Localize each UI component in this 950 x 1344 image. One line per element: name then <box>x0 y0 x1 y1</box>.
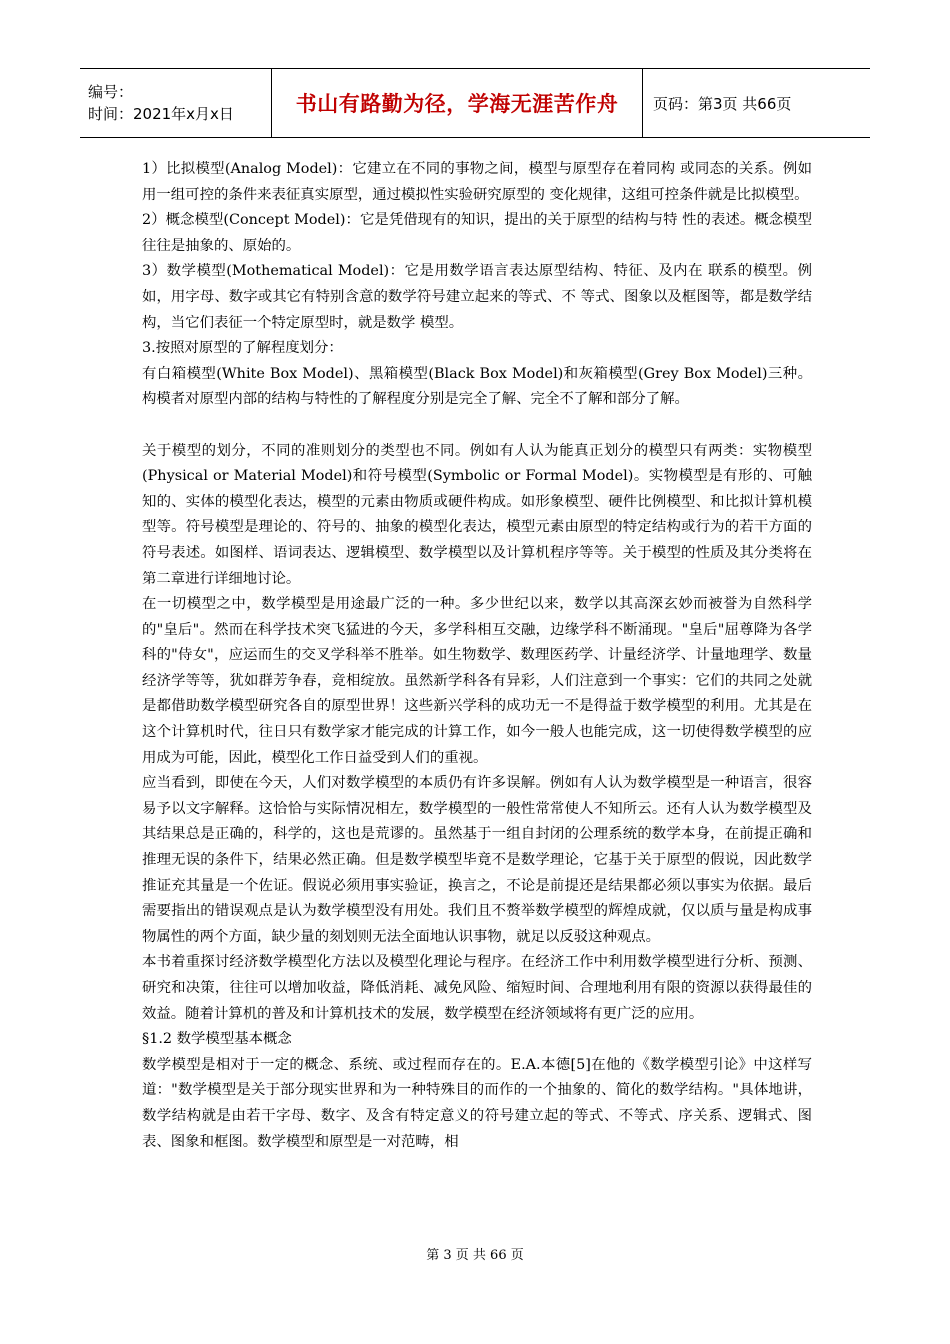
paragraph-concept-model: 2）概念模型(Concept Model)：它是凭借现有的知识，提出的关于原型的结构与特 性的表述。概念模型往往是抽象的、原始的。 <box>142 212 812 254</box>
paragraph-math-model-usage: 在一切模型之中，数学模型是用途最广泛的一种。多少世纪以来，数学以其高深玄妙而被誉为自然科学的"皇后"。然而在科学技术突飞猛进的今天，多学科相互交融，边缘学科不断涌现。"皇后"屈尊降为各学科的"侍女"，应运而生的交叉学科举不胜举。如生物数学、数理医药学、计量经济学、计量地理学、数量经济学等等，犹如群芳争春，竞相绽放。虽然新学科各有异彩，人们注意到一个事实：它们的共同之处就是都借助数学模型研究各自的原型世界！这些新兴学科的成功无一不是得益于数学模型的利用。尤其是在这个计算机时代，往日只有数学家才能完成的计算工作，如今一般人也能完成，这一切使得数学模型的应用成为可能，因此，模型化工作日益受到人们的重视。 <box>142 596 812 766</box>
paragraph-misconceptions: 应当看到，即使在今天，人们对数学模型的本质仍有许多误解。例如有人认为数学模型是一种语言，很容易予以文字解释。这恰恰与实际情况相左，数学模型的一般性常常使人不知所云。还有人认为数学模型及其结果总是正确的，科学的，这也是荒谬的。虽然基于一组自封闭的公理系统的数学本身，在前提正确和推理无误的条件下，结果必然正确。但是数学模型毕竟不是数学理论，它基于关于原型的假说，因此数学推证充其量是一个佐证。假说必须用事实验证，换言之，不论是前提还是结果都必须以事实为依据。最后需要指出的错误观点是认为数学模型没有用处。我们且不赘举数学模型的辉煌成就，仅以质与量是构成事物属性的两个方面，缺少量的刻划则无法全面地认识事物，就足以反驳这种观点。 <box>142 775 812 945</box>
document-body <box>142 157 812 1155</box>
header-meta <box>80 69 272 137</box>
header-page-info: 页码：第3页 共66页 <box>653 94 792 113</box>
paragraph-book-focus: 本书着重探讨经济数学模型化方法以及模型化理论与程序。在经济工作中利用数学模型进行分析、预测、研究和决策，往往可以增加收益，降低消耗、减免风险、缩短时间、合理地利用有限的资源以获得最佳的效益。随着计算机的普及和计算机技术的发展，数学模型在经济领域将有更广泛的应用。 <box>142 954 812 1022</box>
header-time-label: 时间：2021年x月x日 <box>88 105 234 123</box>
paragraph-model-classification: 关于模型的划分，不同的准则划分的类型也不同。例如有人认为能真正划分的模型只有两类：实物模型(Physical or Material Model)和符号模型(Symbolic or Formal Model)。实物模型是有形的、可触知的、实体的模型化表达，模型的元素由物质或硬件构成。如形象模型、硬件比例模型、和比拟计算机模型等。符号模型是理论的、符号的、抽象的模型化表达，模型元素由原型的特定结构或行为的若干方面的符号表述。如图样、语词表达、逻辑模型、数学模型以及计算机程序等等。关于模型的性质及其分类将在第二章进行详细地讨论。 <box>142 442 812 587</box>
paragraph-math-model-definition: 数学模型是相对于一定的概念、系统、或过程而存在的。E.A.本德[5]在他的《数学模型引论》中这样写道："数学模型是关于部分现实世界和为一种特殊目的而作的一个抽象的、简化的数学结构。"具体地讲，数学结构就是由若干字母、数字、及含有特定意义的符号建立起的等式、不等式、序关系、逻辑式、图表、图象和框图。数学模型和原型是一对范畴，相 <box>142 1056 812 1150</box>
paragraph-blank <box>142 413 812 439</box>
header-page-info-cell <box>643 69 870 137</box>
header-number-label: 编号： <box>88 83 134 101</box>
page-header <box>80 68 870 138</box>
paragraph-math-model: 3）数学模型(Mothematical Model)：它是用数学语言表达原型结构、特征、及内在 联系的模型。例如，用字母、数字或其它有特别含意的数学符号建立起来的等式、不 等式、图象以及框图等，都是数学结构，当它们表征一个特定原型时，就是数学 模型。 <box>142 263 812 331</box>
header-motto-cell <box>272 69 643 137</box>
paragraph-analog-model: 1）比拟模型(Analog Model)：它建立在不同的事物之间，模型与原型存在着同构 或同态的关系。例如用一组可控的条件来表征真实原型，通过模拟性实验研究原型的 变化规律，这组可控条件就是比拟模型。 <box>142 161 812 203</box>
paragraph-box-models: 有白箱模型(White Box Model)、黑箱模型(Black Box Model)和灰箱模型(Grey Box Model)三种。构模者对原型内部的结构与特性的了解程度分别是完全了解、完全不了解和部分了解。 <box>142 365 812 408</box>
header-motto: 书山有路勤为径，学海无涯苦作舟 <box>295 92 619 116</box>
page-footer: 第 3 页 共 66 页 <box>426 1248 524 1263</box>
section-heading-1-2: §1.2 数学模型基本概念 <box>142 1031 292 1048</box>
paragraph-section-heading-3: 3.按照对原型的了解程度划分： <box>142 340 343 357</box>
